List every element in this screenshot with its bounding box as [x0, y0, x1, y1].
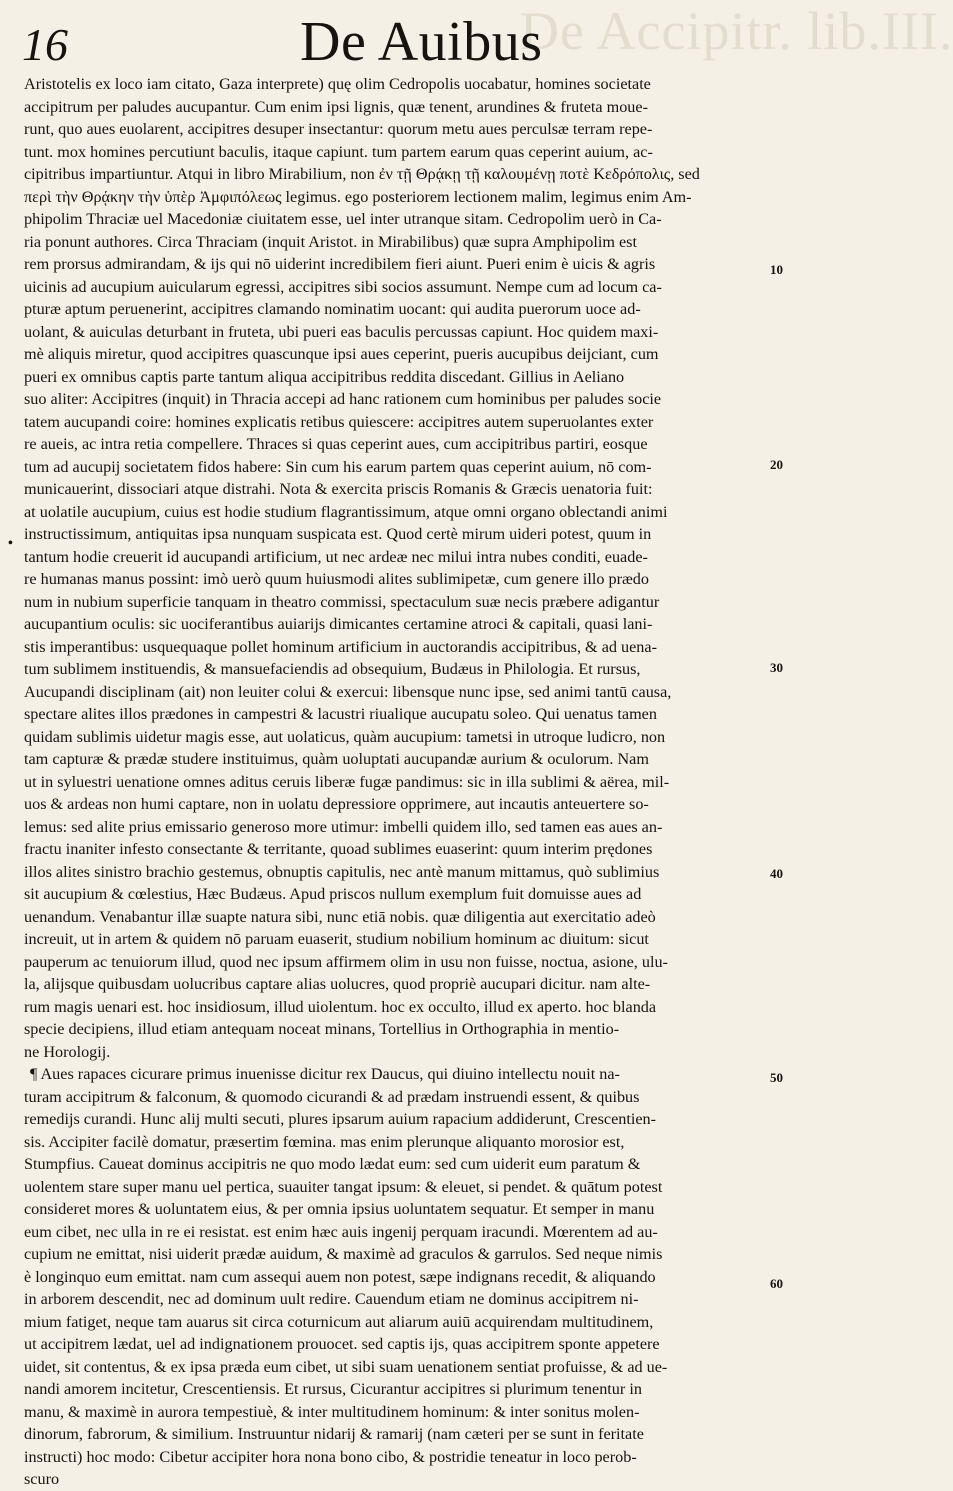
- text-line: phipolim Thraciæ uel Macedoniæ ciuitatem esse, uel inter utranque sitam. Cedropolim uerò in Ca-: [24, 210, 662, 228]
- text-line: tum ad aucupij societatem fidos habere: Sin cum his earum partem quas ceperint auium, nō com-: [24, 457, 652, 476]
- running-head-title: De Auibus: [300, 11, 543, 73]
- text-line: ut in syluestri uenatione omnes aditus ceruis liberæ fugæ pandimus: sic in illa sublimi & aërea, mil-: [24, 772, 670, 791]
- text-line: rem prorsus admirandam, & ijs qui nō uiderint incredibilem fieri aiunt. Pueri enim è uicis & agris: [24, 255, 656, 273]
- text-line: è longinquo eum emittat. nam cum assequi auem non potest, sæpe indignans recedit, & aliquando: [24, 1267, 656, 1286]
- text-line: lemus: sed alite prius emissario generoso more utimur: imbelli quidem illo, sed tamen eas aues an-: [24, 817, 663, 836]
- text-line: accipitrum per paludes aucupantur. Cum enim ipsi lignis, quæ tenent, arundines & fruteta moue-: [24, 97, 648, 116]
- text-line: re humanas manus possint: imò uerò quum huiusmodi alites sublimipetæ, cum genere illo prædo: [24, 570, 649, 588]
- text-line: mium fatiget, neque tam auarus sit circa coturnicum aut aliarum auiū acquirendam multitudinem,: [24, 1312, 654, 1331]
- text-line: uicinis ad aucupium auicularum egressi, accipitres sibi socios assumunt. Nempe cum ad locum ca-: [24, 277, 662, 296]
- text-line: pueri ex omnibus captis parte tantum aliqua accipitribus reddita discedant. Gillius in Aeliano: [24, 367, 625, 386]
- paragraph-start-line: ¶ Aues rapaces cicurare primus inuenisse dicitur rex Daucus, qui diuino intellectu nouit na-: [30, 1065, 620, 1083]
- text-line: num in nubium superficie tanquam in theatro commissi, spectaculum suæ necis præbere adigantur: [24, 592, 660, 611]
- text-line: spectare alites illos prædones in campestri & lacustri riualique aucupatu soleo. Qui uenatus tamen: [24, 705, 657, 723]
- text-line: tunt. mox homines percutiunt baculis, itaque capiunt. tum partem earum quas ceperint auium, ac-: [24, 142, 653, 161]
- text-line: uos & ardeas non humi captare, non in uolatu depressiore opprimere, aut incautis anteuertere so-: [24, 795, 649, 813]
- text-line: ut accipitrem lædat, uel ad indignationem prouocet. sed captis ijs, quas accipitrem sponte appetere: [24, 1335, 660, 1353]
- text-line: rum magis uenari est. hoc insidiosum, illud uiolentum. hoc ex occulto, illud ex aperto. hoc blanda: [24, 997, 657, 1016]
- text-line: nandi amorem incitetur, Crescentiensis. Et rursus, Cicurantur accipitres si plurimum tenentur in: [24, 1380, 642, 1398]
- text-line: instructissimum, antiquitas ipsa nunquam suspicata est. Quod certè mirum uideri potest, quum in: [24, 525, 652, 543]
- text-line: manu, & maximè in aurora tempestiuè, & inter multitudinem hominum: & inter sonitus molen-: [24, 1402, 640, 1421]
- text-line: municauerint, dissociari atque distrahi. Nota & exercita priscis Romanis & Græcis uenatoria fuit:: [24, 480, 653, 498]
- text-line: περὶ τὴν Θρᾴκην τὴν ὑπὲρ Ἀμφιπόλεως legimus. ego posteriorem lectionem malim, legimus enim Am-: [24, 187, 692, 206]
- text-line: illos alites sinistro brachio gestemus, obnuptis capitulis, nec antè manum mittamus, quò sublimius: [24, 862, 660, 881]
- text-line: specie decipiens, illud etiam antequam noceat minans, Tortellius in Orthographia in mentio-: [24, 1020, 620, 1038]
- text-line: pauperum ac tenuiorum illud, quod nec ipsum affirmem olim in usu non fuisse, noctua, asione, ulu-: [24, 952, 668, 971]
- text-line: instructi) hoc modo: Cibetur accipiter hora nona bono cibo, & postridie teneatur in loco perob-: [24, 1447, 637, 1466]
- text-line: quidam sublimis uidetur magis esse, aut uolaticus, quàm aucupium: tametsi in utroque ludicro, non: [24, 727, 666, 746]
- margin-line-number: 50: [770, 1070, 783, 1085]
- margin-dot-mark: •: [8, 536, 13, 551]
- text-line: sit aucupium & cœlestius, Hæc Budæus. Apud priscos nullum exemplum fuit domuisse aues ad: [24, 885, 642, 903]
- text-line: tum sublimem instituendis, & mansuefaciendis ad obsequium, Budæus in Philologia. Et rursus,: [24, 660, 641, 678]
- text-line: runt, quo aues euolarent, accipitres desuper insectantur: quorum metu aues perculsæ terram repe-: [24, 120, 653, 138]
- text-line: eum cibet, nec ulla in re ei resistat. est enim hæc auis ingenij perquam iracundi. Mœrentem ad au-: [24, 1222, 658, 1241]
- margin-line-number: 10: [770, 262, 783, 277]
- body-text: [24, 73, 764, 1491]
- text-line: in arborem descendit, nec ad dominum uult redire. Cauendum etiam ne dominus accipitrem ni-: [24, 1290, 639, 1308]
- text-line: Aucupandi disciplinam (ait) non leuiter colui & exercui: libensque nunc ipse, sed animi tantū causa,: [24, 682, 672, 701]
- text-line: fractu inaniter infesto consectante & territante, quoad sublimes euaserint: quum interim prędones: [24, 840, 653, 858]
- page-number: 16: [22, 19, 68, 70]
- margin-line-number: 30: [770, 660, 783, 675]
- text-line: mè aliquis miretur, quod accipitres quascunque ipsi aues ceperint, pueris aucupibus deijciant, cum: [24, 345, 659, 363]
- text-line: uolant, & auiculas deturbant in fruteta, ubi pueri eas baculis percussas capiunt. Hoc quidem maxi-: [24, 322, 659, 341]
- text-line: turam accipitrum & falconum, & quomodo cicurandi & ad prædam instruendi essent, & quibus: [24, 1087, 640, 1106]
- text-line: tantum hodie creuerit id aucupandi artificium, ut nec ardeæ nec milui intra nubes conditi, euade-: [24, 547, 648, 566]
- text-line: consideret mores & uoluntatem eius, & per omnia ipsius uoluntatem sequatur. Et semper in manu: [24, 1200, 655, 1218]
- text-line: pturæ aptum peruenerint, accipitres clamando nominatim uocant: qui audita puerorum uoce ad-: [24, 300, 641, 318]
- text-line: stis imperantibus: usquequaque pollet hominum artificium in auctorandis accipitribus, & ad uena-: [24, 637, 657, 656]
- text-line: suo aliter: Accipitres (inquit) in Thracia accepi ad hanc rationem cum hominibus per paludes socie: [24, 390, 662, 408]
- text-line: sis. Accipiter facilè domatur, præsertim fœmina. mas enim plerunque aliquanto morosior est,: [24, 1132, 625, 1151]
- text-line: uolentem stare super manu uel pertica, suauiter tangat ipsum: & eleuet, si pendet. & quātum potest: [24, 1177, 663, 1196]
- bleed-through-title: De Accipitr. lib.III.: [520, 1, 953, 61]
- text-line: aucupantium oculis: sic uociferantibus auiarijs dimicantes certamine atroci & capitali, quasi lani-: [24, 615, 653, 633]
- text-line: cipitribus impartiuntur. Atqui in libro Mirabilium, non ἐν τῇ Θρᾴκῃ τῇ καλουμένῃ ποτὲ Κεδρόπολις, sed: [24, 165, 700, 183]
- text-line: ria ponunt authores. Circa Thraciam (inquit Aristot. in Mirabilibus) quæ supra Amphipolim est: [24, 232, 637, 251]
- text-line: at uolatile aucupium, cuius est hodie studium flagrantissimum, atque omni organo oblectandi animi: [24, 502, 668, 521]
- text-line: uenandum. Venabantur illæ suapte natura sibi, nunc etiā nobis. quæ diligentia aut exercitatio adeò: [24, 907, 656, 926]
- text-line: tam capturæ & prædæ studere instituimus, quàm uoluptati aucupandæ aurium & oculorum. Nam: [24, 750, 649, 768]
- text-line: increuit, ut in artem & quidem nō paruam euaserit, studium nobilium hominum ac diuitum: sicut: [24, 930, 649, 948]
- text-line: la, alijsque quibusdam uolucribus captare alias uolucres, quod propriè aucupari dicitur. nam alte-: [24, 975, 651, 993]
- text-line: dinorum, fabrorum, & similium. Instruuntur nidarij & ramarij (nam cæteri per se sunt in feritate: [24, 1425, 644, 1443]
- margin-line-number: 20: [770, 457, 783, 472]
- text-line: remedijs curandi. Hunc alij multi secuti, plures ipsarum auium rapacium addiderunt, Crescentien-: [24, 1110, 657, 1128]
- text-line: ne Horologij.: [24, 1042, 111, 1061]
- margin-line-number: 60: [770, 1276, 783, 1291]
- text-line: scuro: [24, 1470, 60, 1488]
- text-line: re aueis, ac intra retia compellere. Thraces si quas ceperint aues, cum accipitribus partiri, eosque: [24, 435, 648, 453]
- text-line: uidet, sit contentus, & ex ipsa præda eum cibet, ut sibi suam uenationem sentiat profuisse, & ad ue-: [24, 1357, 668, 1376]
- text-line: tatem aucupandi coire: homines explicatis retibus quiescere: accipitres autem superuolantes exter: [24, 412, 654, 431]
- text-line: cupium ne emittat, nisi uiderit prædæ auidum, & maximè ad graculos & garrulos. Sed neque nimis: [24, 1245, 663, 1263]
- text-line: Stumpfius. Caueat dominus accipitris ne quo modo lædat eum: sed cum uiderit eum paratum &: [24, 1155, 641, 1173]
- margin-line-number: 40: [770, 866, 783, 881]
- text-line: Aristotelis ex loco iam citato, Gaza interprete) quę olim Cedropolis uocabatur, homines societate: [24, 75, 651, 93]
